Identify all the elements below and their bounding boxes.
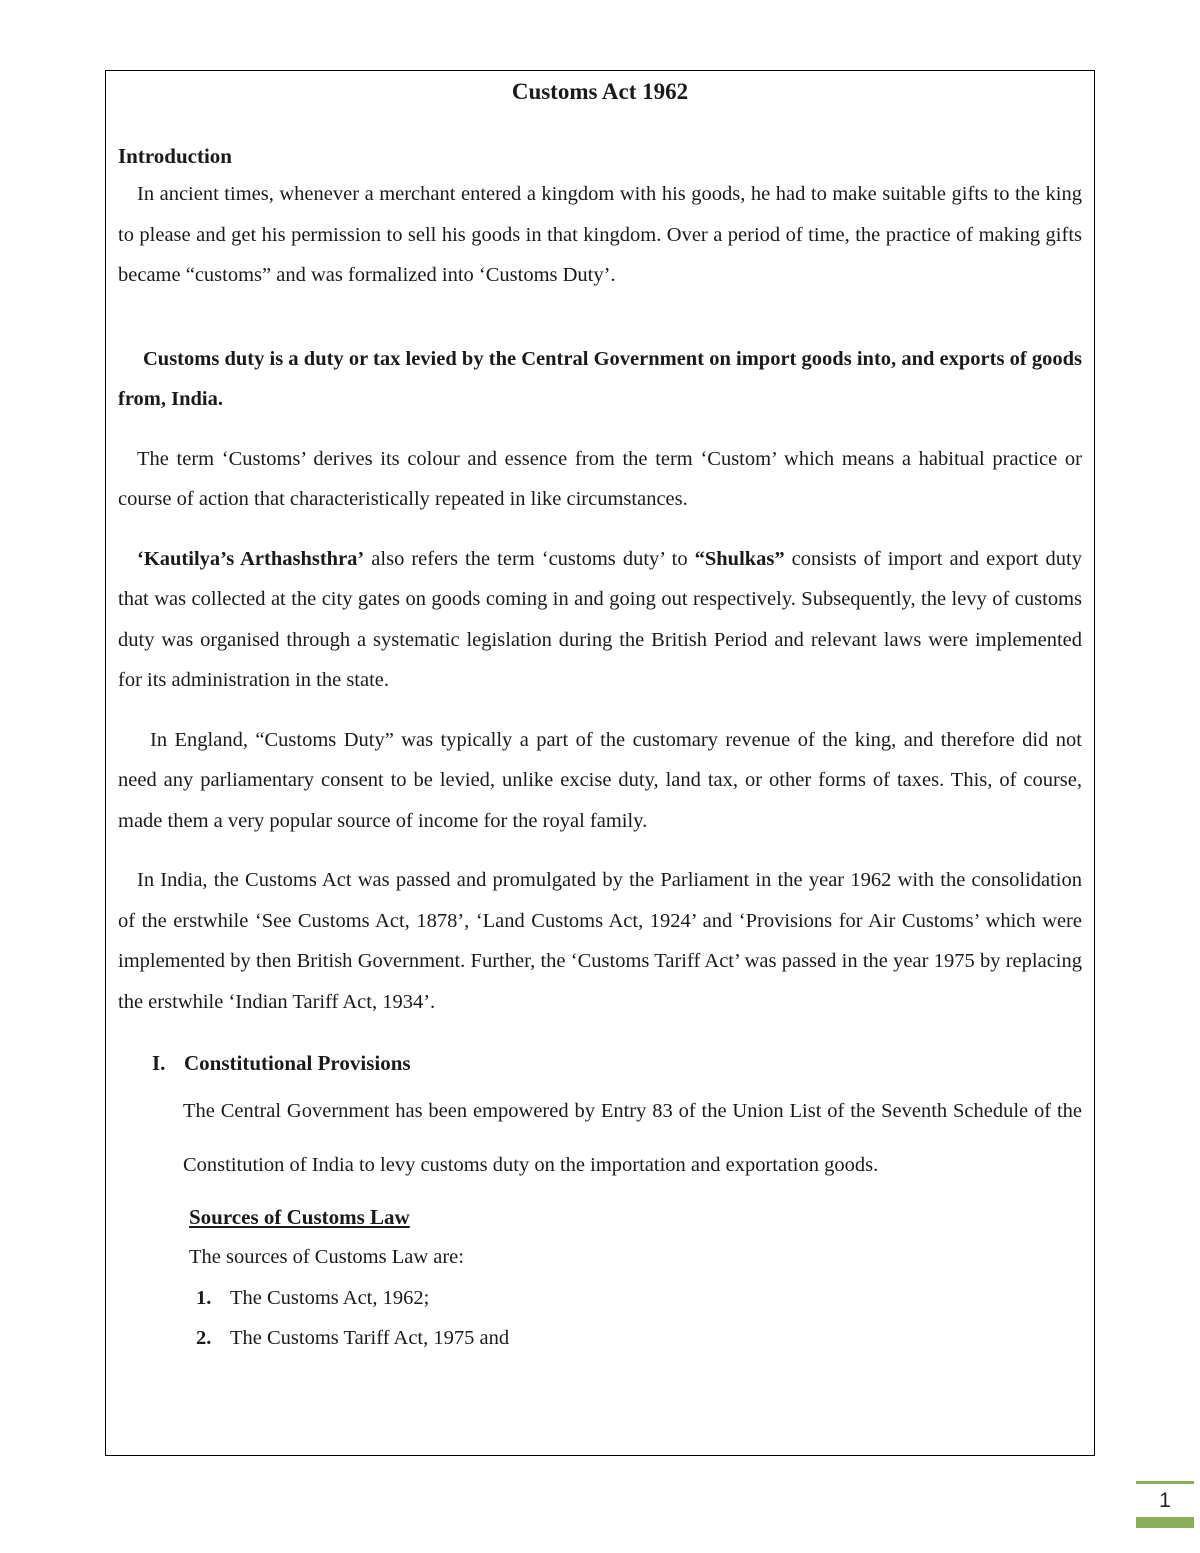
page-number-rule-top [1136, 1481, 1194, 1484]
section-body: The Central Government has been empowered by Entry 83 of the Union List of the Seventh Schedule of the Constitution of India to levy customs duty on the importation and exportation goods. [183, 1100, 1082, 1176]
section-title: Constitutional Provisions [184, 1051, 411, 1075]
page-frame [105, 70, 1095, 1456]
kautilya-text-2: consists of import and export duty that was collected at the city gates on goods coming in and going out respectively. Subsequently, the levy of customs duty was organised through a systematic legislation during the British Period and relevant laws were implemented for its administration in the state. [118, 547, 1082, 691]
list-item-number: 1. [196, 1286, 212, 1309]
paragraph-india: In India, the Customs Act was passed and promulgated by the Parliament in the year 1962 with the consolidation of the erstwhile ‘See Customs Act, 1878’, ‘Land Customs Act, 1924’ and ‘Provisions for Air Customs’ which were implemented by then British Government. Further, the ‘Customs Tariff Act’ was passed in the year 1975 by replacing the erstwhile ‘Indian Tariff Act, 1934’. [118, 869, 1082, 1013]
intro-heading: Introduction [118, 144, 232, 168]
paragraph-definition: Customs duty is a duty or tax levied by the Central Government on import goods into, and exports of goods from, India. [118, 347, 1082, 410]
page-number: 1 [1159, 1489, 1171, 1512]
section-number: I. [152, 1051, 166, 1075]
list-item-number: 2. [196, 1327, 212, 1349]
paragraph-england: In England, “Customs Duty” was typically a part of the customary revenue of the king, and therefore did not need any parliamentary consent to be levied, unlike excise duty, land tax, or other forms of taxes. This, of course, made them a very popular source of income for the royal family. [118, 728, 1082, 832]
list-item [196, 1318, 1082, 1359]
page-number-rule-bottom [1136, 1517, 1194, 1528]
list-item [196, 1278, 1082, 1319]
paragraph-term-customs: The term ‘Customs’ derives its colour and essence from the term ‘Custom’ which means a habitual practice or course of action that characteristically repeated in like circumstances. [118, 447, 1082, 510]
kautilya-title: ‘Kautilya’s Arthashsthra’ [137, 547, 365, 570]
document-title: Customs Act 1962 [511, 79, 689, 104]
sources-intro: The sources of Customs Law are: [189, 1246, 464, 1268]
document-body [118, 71, 1082, 1359]
sources-list [196, 1278, 1082, 1359]
paragraph-ancient-times: In ancient times, whenever a merchant entered a kingdom with his goods, he had to make suitable gifts to the king to please and get his permission to sell his goods in that kingdom. Over a period of time, the practice of making gifts became “customs” and was formalized into ‘Customs Duty’. [118, 183, 1082, 286]
kautilya-text-1: also refers the term ‘customs duty’ to [364, 547, 695, 570]
section-heading [152, 1043, 1082, 1083]
sources-heading: Sources of Customs Law [189, 1205, 410, 1229]
shulkas-term: “Shulkas” [694, 547, 785, 570]
list-item-text: The Customs Tariff Act, 1975 and [230, 1327, 510, 1349]
paragraph-kautilya [118, 539, 1082, 701]
list-item-text: The Customs Act, 1962; [230, 1286, 430, 1309]
